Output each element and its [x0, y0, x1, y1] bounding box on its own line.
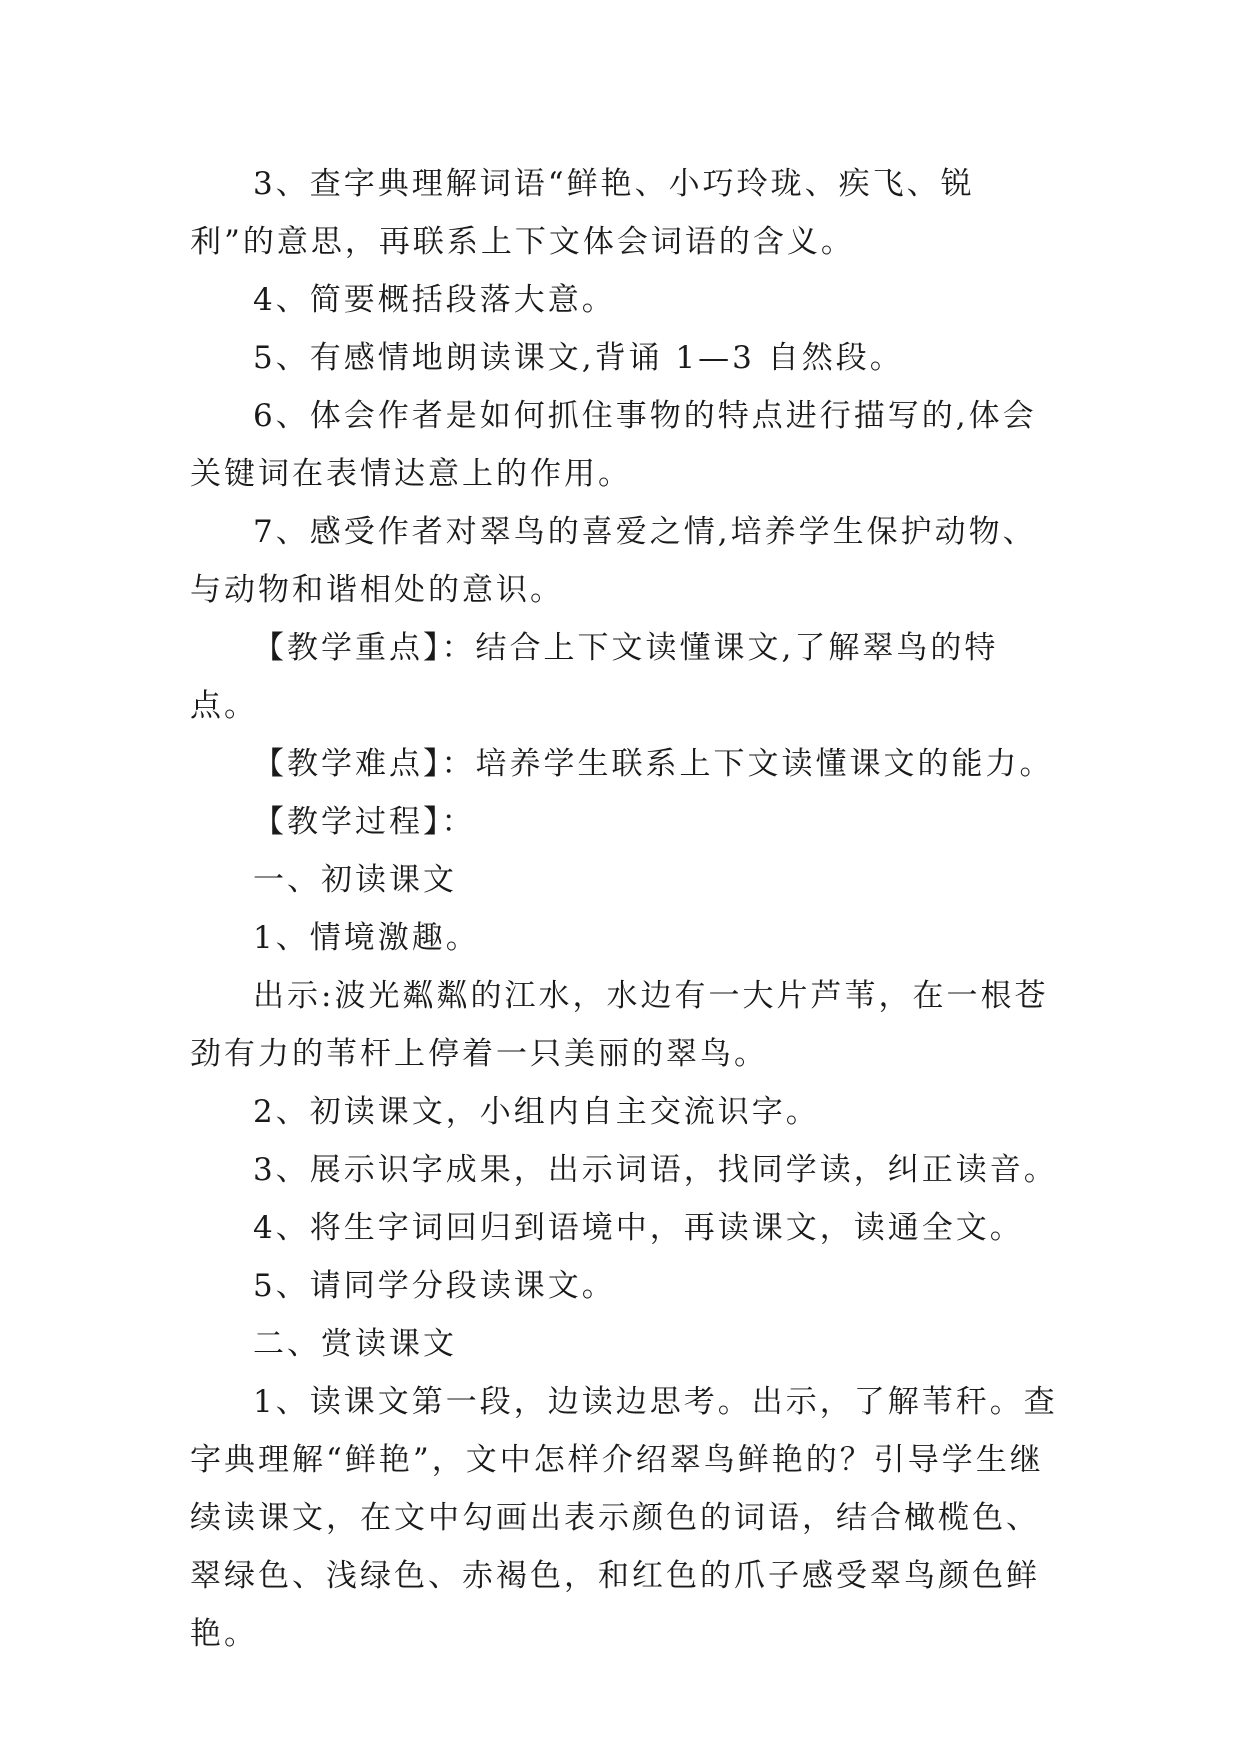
step-display-scene: 出示:波光粼粼的江水，水边有一大片芦苇，在一根苍劲有力的苇杆上停着一只美丽的翠鸟。 — [190, 978, 1049, 1072]
paragraph-objective-6: 6、体会作者是如何抓住事物的特点进行描写的,体会关键词在表情达意上的作用。 — [190, 398, 1037, 492]
teaching-difficulty: 【教学难点】：培养学生联系上下文读懂课文的能力。 — [253, 746, 1054, 782]
document-body — [190, 155, 1060, 1663]
teaching-process-heading: 【教学过程】： — [253, 804, 476, 840]
step-1-situation: 1、情境激趣。 — [253, 920, 480, 956]
step-2-first-read: 2、初读课文，小组内自主交流识字。 — [253, 1094, 820, 1130]
step-4-return-context: 4、将生字词回归到语境中，再读课文，读通全文。 — [253, 1210, 1024, 1246]
step-1-read-first-paragraph: 1、读课文第一段，边读边思考。出示，了解苇秆。查字典理解“鲜艳”，文中怎样介绍翠鸟鲜艳的？引导学生继续读课文，在文中勾画出表示颜色的词语，结合橄榄色、翠绿色、浅绿色、赤褐色，和红色的爪子感受翠鸟颜色鲜艳。 — [190, 1384, 1058, 1652]
paragraph-objective-4: 4、简要概括段落大意。 — [253, 282, 616, 318]
step-5-paragraph-reading: 5、请同学分段读课文。 — [253, 1268, 616, 1304]
paragraph-objective-3: 3、查字典理解词语“鲜艳、小巧玲珑、疾飞、锐利”的意思，再联系上下文体会词语的含义。 — [190, 166, 975, 260]
step-3-show-results: 3、展示识字成果，出示词语，找同学读，纠正读音。 — [253, 1152, 1058, 1188]
section-heading-first-reading: 一、初读课文 — [253, 862, 457, 898]
teaching-focus: 【教学重点】：结合上下文读懂课文,了解翠鸟的特点。 — [190, 630, 999, 724]
paragraph-objective-7: 7、感受作者对翠鸟的喜爱之情,培养学生保护动物、与动物和谐相处的意识。 — [190, 514, 1037, 608]
section-heading-appreciation: 二、赏读课文 — [253, 1326, 457, 1362]
paragraph-objective-5: 5、有感情地朗读课文,背诵 1—3 自然段。 — [253, 340, 904, 376]
